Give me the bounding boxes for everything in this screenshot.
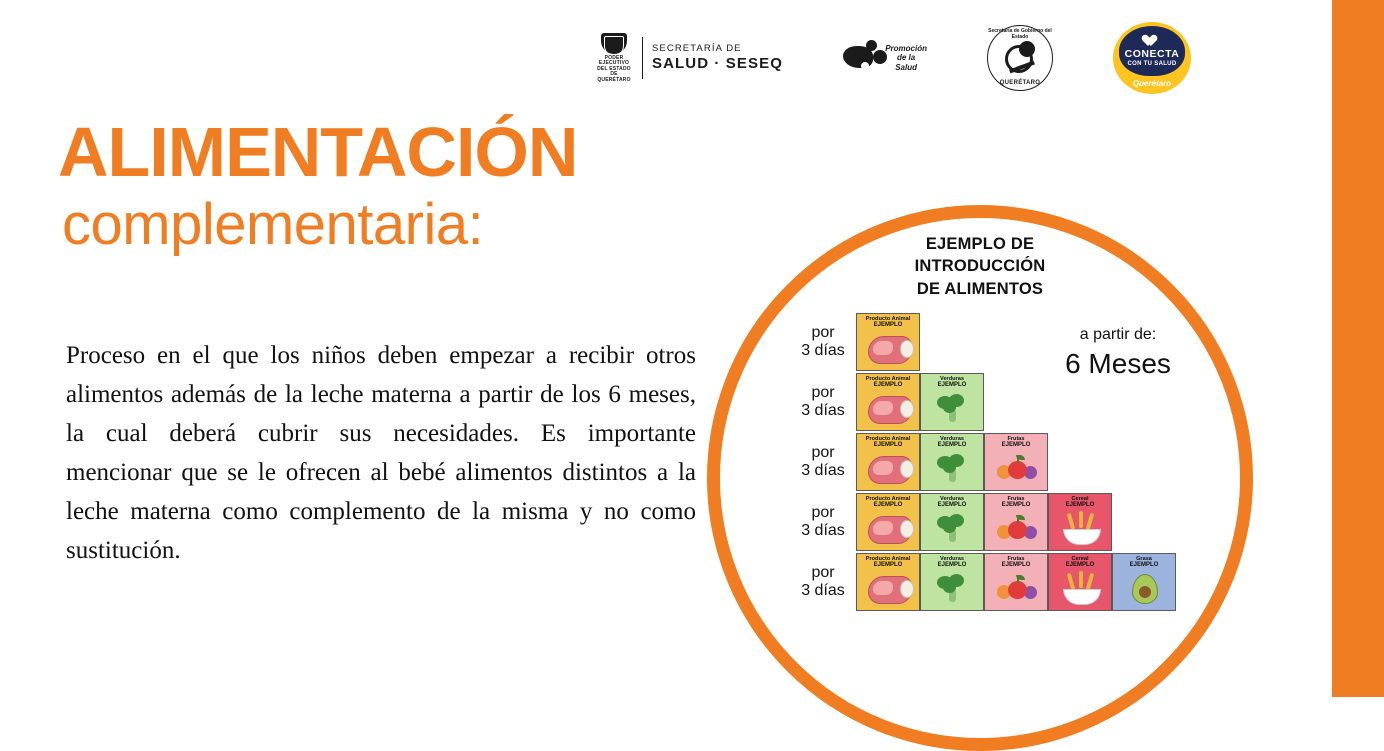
fruits-icon xyxy=(985,449,1047,490)
food-card-name: Producto Animal xyxy=(865,436,911,442)
food-card-name: Frutas xyxy=(1007,496,1025,502)
food-card-example-label: EJEMPLO xyxy=(937,502,967,509)
conecta-line-3: Querétaro xyxy=(1132,79,1172,88)
food-card-name: Producto Animal xyxy=(865,556,911,562)
food-card-name: Cereal xyxy=(1071,496,1089,502)
age-lead: a partir de: xyxy=(1079,326,1157,343)
food-card-example-label: EJEMPLO xyxy=(1065,562,1095,569)
promocion-salud-icon xyxy=(843,40,885,74)
food-card-producto-animal xyxy=(856,313,920,371)
cereal-icon xyxy=(1049,569,1111,610)
food-card-verduras xyxy=(920,553,984,611)
interval-line-2: 3 días xyxy=(801,402,845,419)
interval-line-1: por xyxy=(811,563,835,581)
food-card-frutas xyxy=(984,553,1048,611)
food-card-name: Producto Animal xyxy=(865,316,911,322)
interval-line-1: por xyxy=(811,323,835,341)
food-card-example-label: EJEMPLO xyxy=(937,562,967,569)
food-card-producto-animal xyxy=(856,493,920,551)
seal-top-label: Secretaría de Gobierno del Estado xyxy=(988,28,1052,40)
interval-line-2: 3 días xyxy=(801,342,845,359)
conecta-line-1: CONECTA xyxy=(1124,48,1180,61)
broccoli-icon xyxy=(921,509,983,550)
food-card-name: Grasa xyxy=(1136,556,1152,562)
food-card-verduras xyxy=(920,373,984,431)
interval-line-2: 3 días xyxy=(801,582,845,599)
queretaro-crest-icon xyxy=(595,33,633,83)
fruits-icon xyxy=(985,569,1047,610)
food-card-name: Producto Animal xyxy=(865,376,911,382)
meat-icon xyxy=(857,569,919,610)
staircase-row xyxy=(790,373,984,431)
food-card-grasa xyxy=(1112,553,1176,611)
meat-icon xyxy=(857,329,919,370)
age-value: 6 Meses xyxy=(1065,348,1171,380)
header-logo-strip xyxy=(595,18,1285,98)
food-card-name: Verduras xyxy=(940,376,964,382)
food-card-frutas xyxy=(984,493,1048,551)
page-subtitle: complementaria: xyxy=(62,192,484,257)
promo-line-3: Salud xyxy=(895,62,917,72)
staircase-row xyxy=(790,313,920,371)
fruits-icon xyxy=(985,509,1047,550)
food-card-frutas xyxy=(984,433,1048,491)
staircase-row xyxy=(790,493,1112,551)
interval-line-1: por xyxy=(811,383,835,401)
seseq-line-2: SALUD · SESEQ xyxy=(652,54,783,72)
food-card-name: Frutas xyxy=(1007,436,1025,442)
food-card-name: Verduras xyxy=(940,556,964,562)
interval-line-2: 3 días xyxy=(801,462,845,479)
food-card-verduras xyxy=(920,493,984,551)
food-card-example-label: EJEMPLO xyxy=(873,382,903,389)
conecta-line-2: CON TU SALUD xyxy=(1127,60,1177,67)
row-interval-label xyxy=(790,444,856,481)
food-card-example-label: EJEMPLO xyxy=(1001,562,1031,569)
heart-icon xyxy=(1145,35,1158,48)
conecta-con-tu-salud-badge xyxy=(1113,22,1191,94)
food-introduction-staircase xyxy=(790,313,1170,625)
crest-line-2: QUERÉTARO xyxy=(597,76,631,83)
broccoli-icon xyxy=(921,389,983,430)
page-title: ALIMENTACIÓN xyxy=(58,113,578,191)
diagram-title-line-2: INTRODUCCIÓN xyxy=(914,257,1046,276)
seseq-logo xyxy=(595,33,783,83)
row-interval-label xyxy=(790,384,856,421)
avocado-icon xyxy=(1113,569,1175,610)
promocion-salud-logo xyxy=(843,40,927,76)
diagram-title-line-1: EJEMPLO DE xyxy=(925,235,1035,253)
interval-line-2: 3 días xyxy=(801,522,845,539)
food-card-name: Producto Animal xyxy=(865,496,911,502)
body-paragraph: Proceso en el que los niños deben empezar a recibir otros alimentos además de la leche materna a partir de los 6 meses, la cual deberá cubrir sus necesidades. Es importante mencionar que se le ofrecen al bebé alimentos distintos a la leche materna como complemento de la misma y no como sustitución. xyxy=(66,342,696,564)
seseq-wordmark xyxy=(652,43,783,74)
row-interval-label xyxy=(790,504,856,541)
food-card-verduras xyxy=(920,433,984,491)
staircase-row xyxy=(790,553,1176,611)
food-card-example-label: EJEMPLO xyxy=(873,562,903,569)
food-card-name: Verduras xyxy=(940,496,964,502)
cereal-icon xyxy=(1049,509,1111,550)
diagram-title xyxy=(860,233,1100,300)
meat-icon xyxy=(857,509,919,550)
gobierno-seal-icon xyxy=(987,25,1053,91)
interval-line-1: por xyxy=(811,443,835,461)
food-card-cereal xyxy=(1048,493,1112,551)
broccoli-icon xyxy=(921,569,983,610)
promo-line-2: de la xyxy=(896,53,916,63)
food-card-name: Cereal xyxy=(1071,556,1089,562)
logo-divider xyxy=(642,37,643,79)
broccoli-icon xyxy=(921,449,983,490)
seseq-line-1: SECRETARÍA DE xyxy=(652,42,742,54)
staircase-row xyxy=(790,433,1048,491)
food-card-example-label: EJEMPLO xyxy=(1129,562,1159,569)
food-card-example-label: EJEMPLO xyxy=(873,442,903,449)
food-card-example-label: EJEMPLO xyxy=(873,502,903,509)
food-card-example-label: EJEMPLO xyxy=(1001,502,1031,509)
right-orange-bar xyxy=(1332,0,1384,697)
food-card-example-label: EJEMPLO xyxy=(937,442,967,449)
food-card-example-label: EJEMPLO xyxy=(873,322,903,329)
food-card-producto-animal xyxy=(856,373,920,431)
food-card-name: Frutas xyxy=(1007,556,1025,562)
meat-icon xyxy=(857,449,919,490)
diagram-title-line-3: DE ALIMENTOS xyxy=(916,279,1044,298)
crest-line-1: PODER EJECUTIVO DEL ESTADO DE xyxy=(597,54,631,77)
food-card-example-label: EJEMPLO xyxy=(937,382,967,389)
food-card-producto-animal xyxy=(856,553,920,611)
promo-line-1: Promoción xyxy=(885,44,927,54)
food-card-name: Verduras xyxy=(940,436,964,442)
interval-line-1: por xyxy=(811,503,835,521)
row-interval-label xyxy=(790,324,856,361)
conecta-badge-icon xyxy=(1113,22,1191,94)
meat-icon xyxy=(857,389,919,430)
row-interval-label xyxy=(790,564,856,601)
food-card-example-label: EJEMPLO xyxy=(1001,442,1031,449)
seal-bottom-label: QUERÉTARO xyxy=(999,80,1041,86)
food-card-producto-animal xyxy=(856,433,920,491)
gobierno-queretaro-seal xyxy=(987,25,1053,91)
food-card-cereal xyxy=(1048,553,1112,611)
food-card-example-label: EJEMPLO xyxy=(1065,502,1095,509)
